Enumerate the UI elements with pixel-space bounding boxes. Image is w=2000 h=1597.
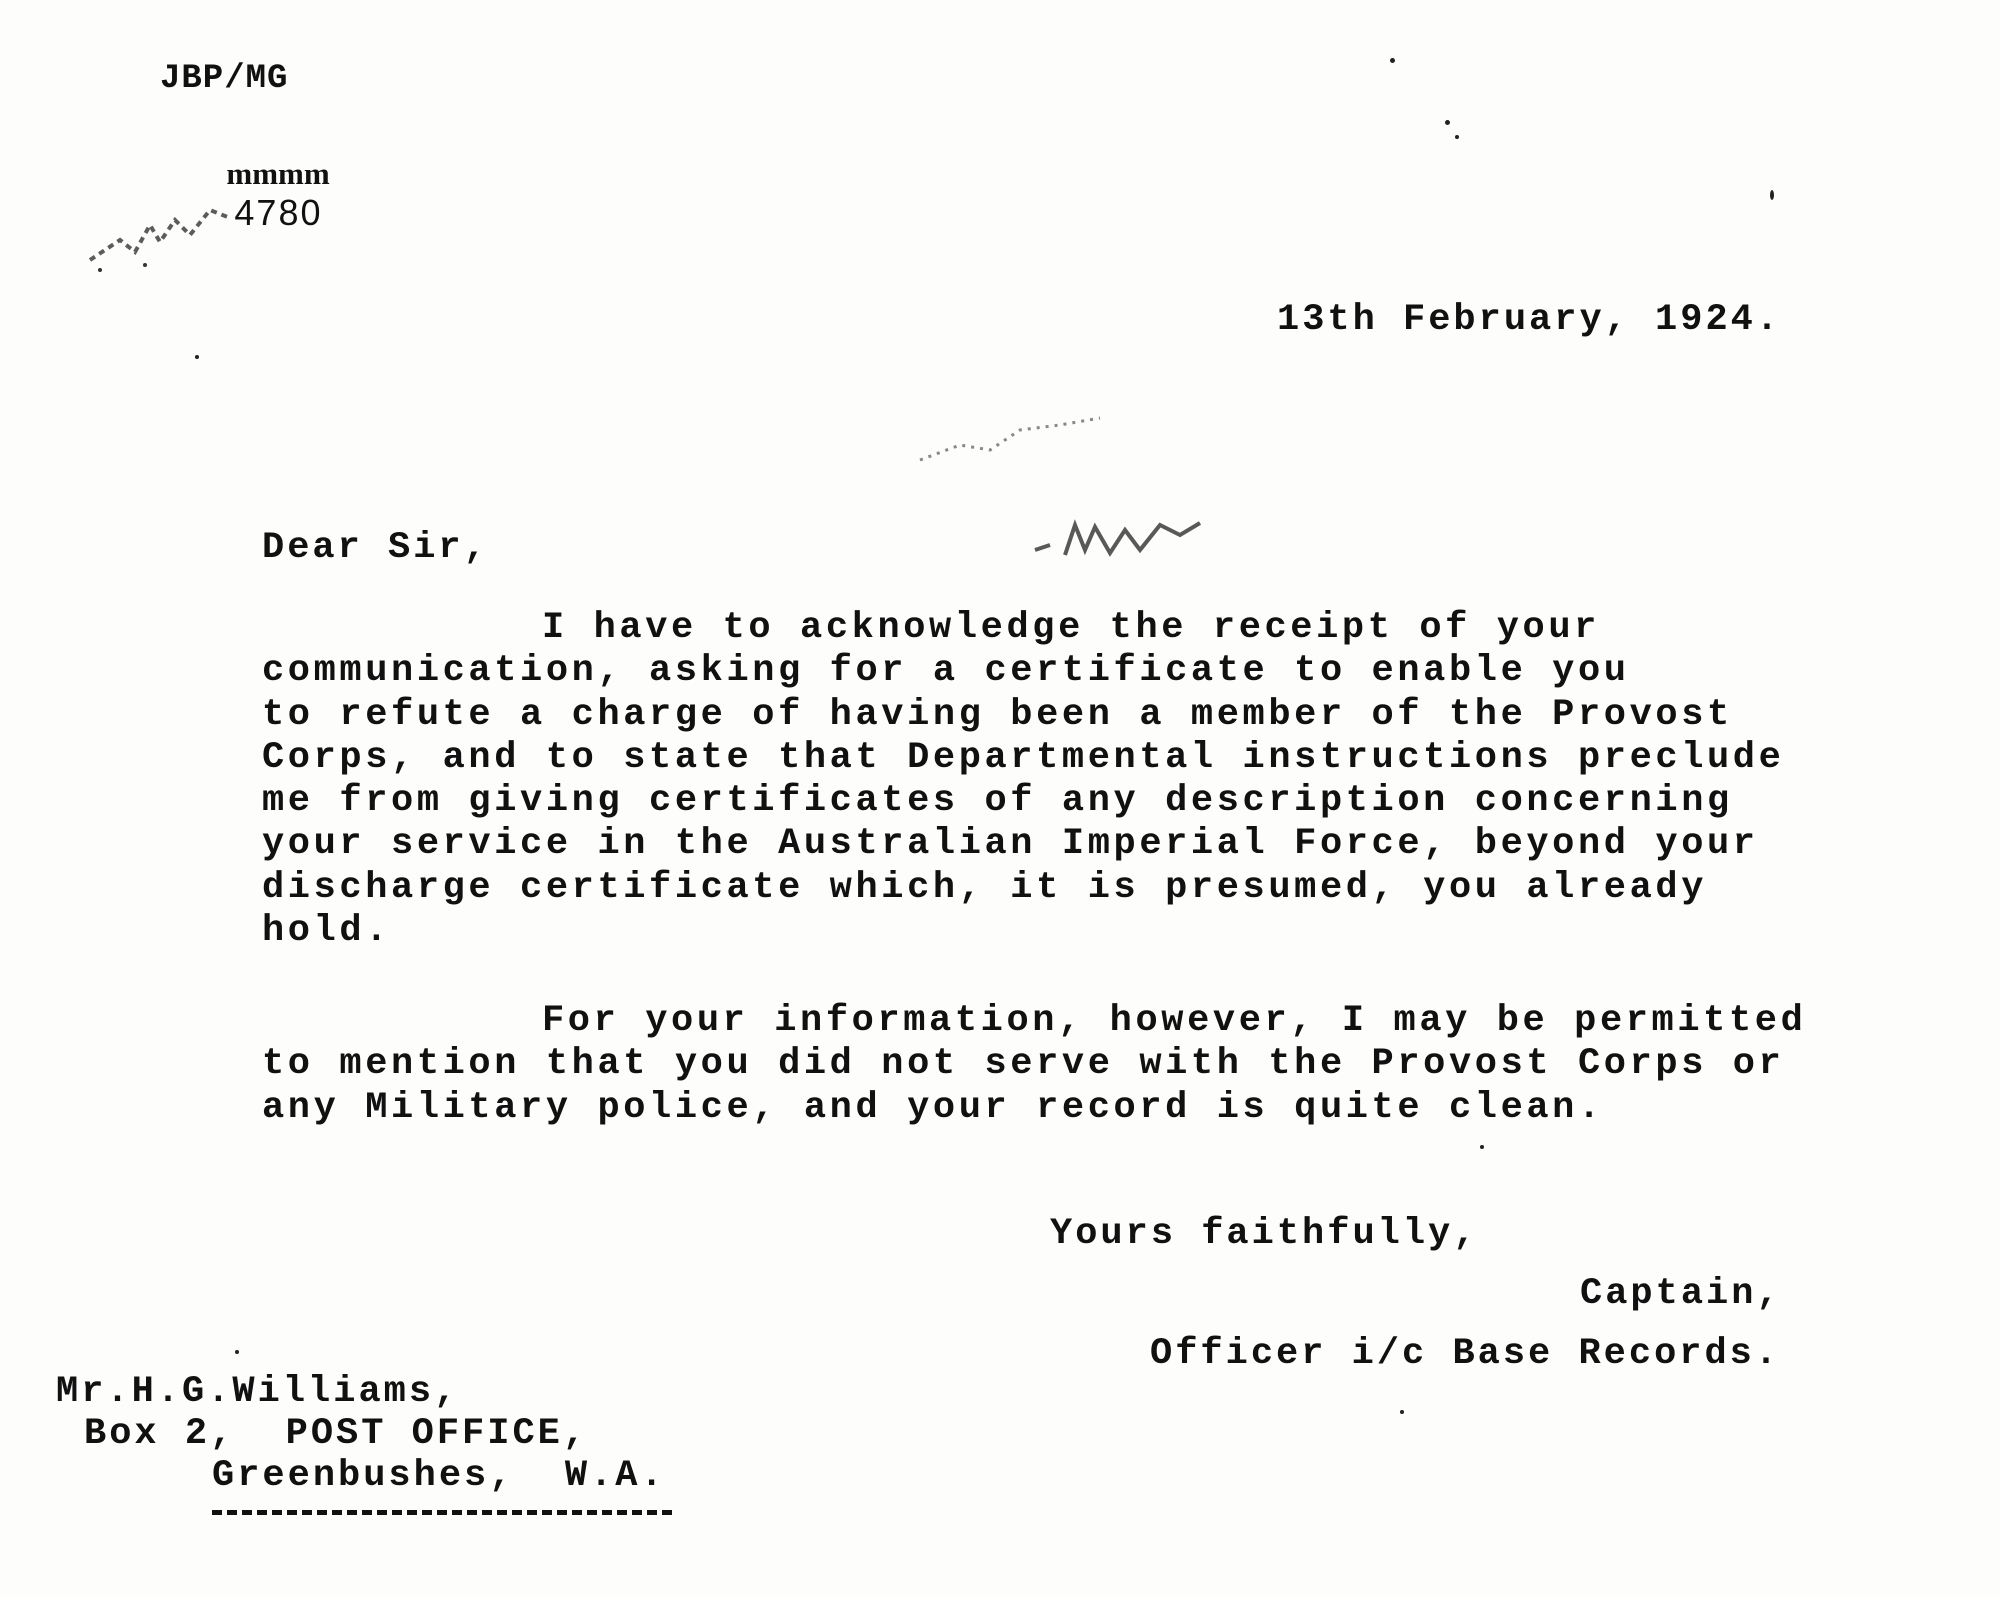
paragraph-line: Corps, and to state that Departmental instructions preclude [262,736,1785,779]
file-number: 4780 [234,192,323,233]
ink-speck [1770,190,1774,200]
addressee-address-line-1: Box 2, POST OFFICE, [84,1413,589,1455]
file-number-prefix: mmmm [226,156,330,191]
ink-speck [235,1350,239,1354]
paragraph-line: For your information, however, I may be permitted [542,1000,1807,1042]
addressee-address-line-2: Greenbushes, W.A. [212,1455,666,1497]
paragraph-line: to mention that you did not serve with the Provost Corps or [262,1043,1785,1086]
closing: Yours faithfully, [1050,1213,1479,1255]
paragraph-line: any Military police, and your record is quite clean. [262,1086,1604,1129]
ink-speck [1445,120,1450,125]
ink-speck [1480,1145,1484,1149]
ink-speck [1455,135,1459,139]
paragraph-acknowledgement [262,607,1785,953]
letter-date: 13th February, 1924. [1277,299,1782,341]
paragraph-line: your service in the Australian Imperial Force, beyond your [262,823,1759,866]
ink-speck [1400,1410,1404,1414]
salutation: Dear Sir, [262,527,489,569]
paragraph-line: to refute a charge of having been a member of the Provost [262,693,1733,736]
addressee-name: Mr.H.G.Williams, [56,1371,460,1413]
paragraph-line: discharge certificate which, it is presumed, you already [262,866,1708,909]
paragraph-line: hold. [262,910,392,953]
ink-speck [1390,58,1395,63]
ink-speck [195,355,199,359]
paragraph-line: I have to acknowledge the receipt of your [542,607,1600,649]
faint-stamp-mark-icon [1030,505,1260,565]
reference-initials: JBP/MG [160,60,289,98]
faint-stamp-mark-icon [80,180,280,280]
signatory-title: Captain, [1580,1273,1782,1315]
signatory-office: Officer i/c Base Records. [1150,1333,1781,1375]
paragraph-information [262,1000,1807,1130]
paragraph-line: communication, asking for a certificate to enable you [262,650,1630,693]
faint-stamp-mark-icon [900,400,1160,480]
address-underline-divider [212,1510,672,1515]
paragraph-line: me from giving certificates of any description concerning [262,780,1733,823]
